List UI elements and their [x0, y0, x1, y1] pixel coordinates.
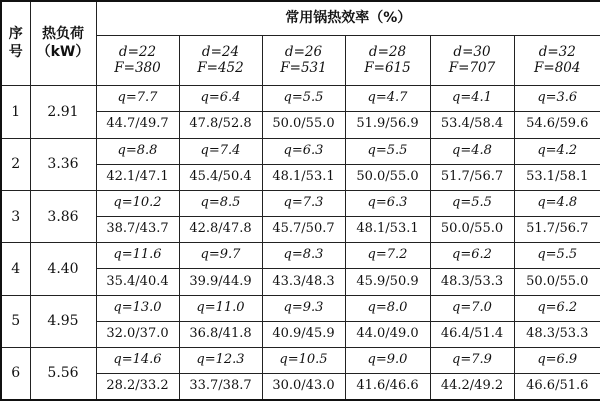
- efficiency-value: 50.0/55.0: [262, 112, 345, 138]
- heat-load-value: 2.91: [30, 86, 96, 138]
- efficiency-value: 51.9/56.9: [345, 112, 430, 138]
- heat-flux-value: q=14.6: [113, 352, 162, 368]
- pot-area: F=531: [280, 60, 327, 77]
- efficiency-value: 38.7/43.7: [96, 217, 179, 243]
- row-index: 1: [1, 86, 30, 138]
- row-index: 2: [1, 138, 30, 190]
- efficiency-value: 53.4/58.4: [430, 112, 514, 138]
- heat-flux-cell: [262, 190, 345, 216]
- heat-flux-cell: [262, 86, 345, 112]
- heat-flux-cell: [262, 295, 345, 321]
- row-index: 4: [1, 243, 30, 295]
- efficiency-value: 45.7/50.7: [262, 217, 345, 243]
- efficiency-value: 46.4/51.4: [430, 321, 514, 347]
- pot-size-header: [430, 35, 514, 85]
- heat-flux-value: q=11.0: [196, 299, 245, 315]
- heat-flux-value: q=8.3: [283, 247, 324, 263]
- header-load: [30, 1, 96, 86]
- table-row: [1, 243, 600, 269]
- heat-flux-value: q=3.6: [537, 90, 578, 106]
- heat-flux-cell: [514, 138, 600, 164]
- heat-flux-value: q=7.7: [117, 90, 158, 106]
- pot-diameter: d=22: [118, 43, 157, 60]
- heat-flux-value: q=6.4: [200, 90, 241, 106]
- heat-flux-cell: [514, 190, 600, 216]
- efficiency-value: 50.0/55.0: [514, 269, 600, 295]
- efficiency-value: 50.0/55.0: [430, 217, 514, 243]
- efficiency-value: 43.3/48.3: [262, 269, 345, 295]
- heat-flux-cell: [96, 138, 179, 164]
- heat-flux-value: q=7.9: [452, 352, 492, 368]
- heat-flux-cell: [345, 243, 430, 269]
- efficiency-value: 39.9/44.9: [179, 269, 262, 295]
- heat-flux-value: q=9.0: [367, 352, 408, 368]
- header-efficiency-group: [96, 1, 600, 35]
- efficiency-value: 48.1/53.1: [345, 217, 430, 243]
- pot-area: F=615: [364, 60, 411, 77]
- efficiency-value: 44.2/49.2: [430, 374, 514, 400]
- heat-flux-value: q=11.6: [113, 247, 162, 263]
- heat-flux-value: q=10.2: [113, 195, 162, 210]
- efficiency-value: 42.1/47.1: [96, 164, 179, 190]
- heat-load-value: 4.40: [30, 243, 96, 295]
- efficiency-value: 35.4/40.4: [96, 269, 179, 295]
- heat-flux-value: q=12.3: [196, 352, 245, 368]
- efficiency-value: 30.0/43.0: [262, 374, 345, 400]
- heat-flux-cell: [262, 243, 345, 269]
- heat-flux-value: q=6.9: [537, 352, 578, 368]
- efficiency-value: 45.9/50.9: [345, 269, 430, 295]
- efficiency-value: 51.7/56.7: [514, 217, 600, 243]
- pot-size-header: [179, 35, 262, 85]
- pot-area: F=804: [534, 60, 581, 77]
- efficiency-value: 48.3/53.3: [514, 321, 600, 347]
- heat-flux-value: q=5.5: [537, 247, 578, 263]
- heat-load-value: 3.86: [30, 190, 96, 242]
- efficiency-value: 45.4/50.4: [179, 164, 262, 190]
- heat-flux-value: q=8.8: [117, 142, 158, 158]
- heat-flux-cell: [430, 86, 514, 112]
- heat-flux-cell: [179, 243, 262, 269]
- heat-flux-cell: [179, 86, 262, 112]
- header-load-label: 热负荷 （kW）: [36, 26, 90, 60]
- efficiency-value: 48.1/53.1: [262, 164, 345, 190]
- heat-flux-cell: [514, 295, 600, 321]
- table-row: [1, 348, 600, 374]
- table-row: [1, 190, 600, 216]
- pot-diameter: d=24: [201, 43, 240, 60]
- efficiency-value: 51.7/56.7: [430, 164, 514, 190]
- heat-flux-cell: [96, 190, 179, 216]
- heat-flux-value: q=8.5: [200, 195, 241, 210]
- row-index: 5: [1, 295, 30, 347]
- heat-flux-value: q=6.2: [537, 299, 578, 315]
- heat-flux-cell: [96, 295, 179, 321]
- efficiency-value: 32.0/37.0: [96, 321, 179, 347]
- heat-flux-value: q=4.2: [537, 142, 578, 158]
- heat-flux-value: q=5.5: [367, 142, 408, 158]
- header-efficiency-label: 常用锅热效率（%）: [285, 10, 412, 27]
- pot-area: F=380: [114, 60, 161, 77]
- heat-flux-cell: [96, 86, 179, 112]
- heat-flux-cell: [179, 348, 262, 374]
- pot-diameter: d=28: [368, 43, 407, 60]
- heat-flux-cell: [430, 190, 514, 216]
- pot-area: F=707: [448, 60, 496, 77]
- heat-flux-cell: [96, 243, 179, 269]
- heat-flux-value: q=13.0: [113, 299, 162, 315]
- efficiency-value: 36.8/41.8: [179, 321, 262, 347]
- efficiency-value: 42.8/47.8: [179, 217, 262, 243]
- heat-flux-value: q=5.5: [283, 90, 324, 106]
- heat-load-value: 5.56: [30, 348, 96, 401]
- heat-flux-cell: [430, 243, 514, 269]
- pot-size-header: [96, 35, 179, 85]
- efficiency-value: 50.0/55.0: [345, 164, 430, 190]
- heat-flux-cell: [345, 190, 430, 216]
- heat-flux-value: q=9.3: [283, 299, 324, 315]
- heat-flux-cell: [345, 86, 430, 112]
- heat-flux-value: q=7.3: [283, 195, 324, 210]
- heat-flux-value: q=8.0: [367, 299, 408, 315]
- heat-flux-value: q=7.4: [200, 142, 241, 158]
- pot-diameter: d=26: [284, 43, 323, 60]
- table-row: [1, 295, 600, 321]
- heat-flux-cell: [96, 348, 179, 374]
- heat-flux-value: q=4.7: [367, 90, 408, 106]
- heat-flux-value: q=6.3: [367, 195, 408, 210]
- heat-flux-cell: [430, 348, 514, 374]
- heat-flux-value: q=6.3: [283, 142, 324, 158]
- efficiency-value: 44.7/49.7: [96, 112, 179, 138]
- heat-flux-value: q=4.1: [452, 90, 492, 106]
- heat-flux-cell: [514, 86, 600, 112]
- heat-flux-value: q=6.2: [452, 247, 492, 263]
- efficiency-value: 40.9/45.9: [262, 321, 345, 347]
- pot-diameter: d=30: [453, 43, 491, 60]
- heat-flux-cell: [179, 190, 262, 216]
- heat-flux-cell: [262, 348, 345, 374]
- efficiency-value: 47.8/52.8: [179, 112, 262, 138]
- pot-diameter: d=32: [538, 43, 576, 60]
- heat-flux-cell: [179, 138, 262, 164]
- table-row: [1, 86, 600, 112]
- heat-flux-value: q=7.0: [452, 299, 492, 315]
- heat-flux-cell: [430, 295, 514, 321]
- header-index: [1, 1, 30, 86]
- heat-flux-cell: [514, 243, 600, 269]
- efficiency-value: 46.6/51.6: [514, 374, 600, 400]
- heat-flux-cell: [262, 138, 345, 164]
- heat-flux-value: q=9.7: [200, 247, 241, 263]
- heat-flux-cell: [179, 295, 262, 321]
- efficiency-value: 41.6/46.6: [345, 374, 430, 400]
- pot-area: F=452: [197, 60, 244, 77]
- row-index: 6: [1, 348, 30, 401]
- efficiency-value: 48.3/53.3: [430, 269, 514, 295]
- efficiency-value: 54.6/59.6: [514, 112, 600, 138]
- heat-flux-value: q=7.2: [367, 247, 408, 263]
- heat-load-value: 4.95: [30, 295, 96, 347]
- heat-flux-cell: [345, 295, 430, 321]
- header-index-label: 序 号: [8, 26, 23, 60]
- heat-flux-value: q=4.8: [452, 142, 492, 158]
- efficiency-value: 53.1/58.1: [514, 164, 600, 190]
- efficiency-value: 33.7/38.7: [179, 374, 262, 400]
- heat-flux-value: q=4.8: [537, 195, 578, 210]
- heat-flux-cell: [514, 348, 600, 374]
- pot-size-header: [514, 35, 600, 85]
- heat-flux-cell: [345, 138, 430, 164]
- heat-flux-value: q=5.5: [452, 195, 492, 210]
- heat-flux-cell: [345, 348, 430, 374]
- pot-size-header: [345, 35, 430, 85]
- table-row: [1, 138, 600, 164]
- heat-flux-cell: [430, 138, 514, 164]
- row-index: 3: [1, 190, 30, 242]
- pot-size-header: [262, 35, 345, 85]
- heat-flux-value: q=10.5: [279, 352, 328, 368]
- efficiency-value: 44.0/49.0: [345, 321, 430, 347]
- heat-load-value: 3.36: [30, 138, 96, 190]
- efficiency-value: 28.2/33.2: [96, 374, 179, 400]
